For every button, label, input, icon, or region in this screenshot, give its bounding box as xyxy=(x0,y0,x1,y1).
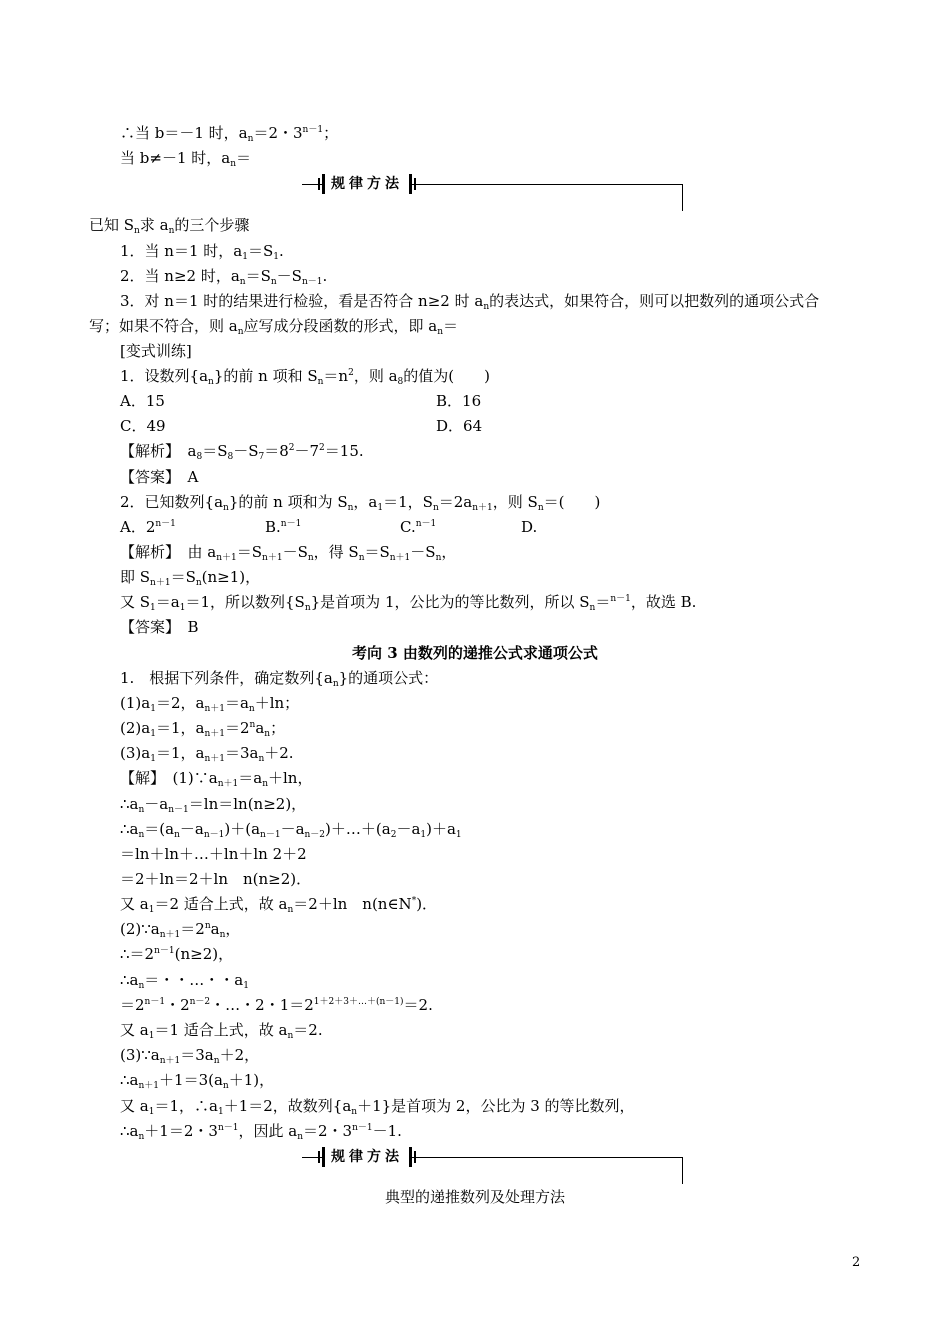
text-line: ∴当 b＝－1 时，$a_n=2$・$3^{n-1}$； xyxy=(120,124,339,144)
text-line: 1．设数列$\{a_n\}$的前 n 项和 $S_n=n^2$，则 $a_8$的值为( ) xyxy=(120,367,490,387)
option-a: A．$2^{n-1}$ xyxy=(120,518,176,536)
text-line: $\therefore a_n-a_{n-1}=\ln=\ln(n\ge 2)$， xyxy=(120,795,307,815)
text-line: 当 b≠－1 时，$a_n=$ xyxy=(120,149,252,169)
option-d: D．64 xyxy=(436,417,483,435)
text-line: [变式训练] xyxy=(120,342,192,360)
text-line: 已知 $S_n$求 $a_n$的三个步骤 xyxy=(89,216,250,236)
text-line: 【解析】 由 $a_{n+1}=S_{n+1}-S_n$，得 $S_n=S_{n+1}-S_n$， xyxy=(120,543,457,563)
text-line: 即 $S_{n+1}=S_n(n\ge 1)$， xyxy=(120,568,261,588)
text-line: $\therefore a_n=(a_n-a_{n-1})+(a_{n-1}-a_{n-2})+\dots+(a_2-a_1)+a_1$ xyxy=(120,820,462,840)
text-line: 1．当 n＝1 时，$a_1=S_1$. xyxy=(120,242,284,262)
text-line: 1. 根据下列条件，确定数列$\{a_n\}$的通项公式： xyxy=(120,669,439,689)
option-b: B．16 xyxy=(436,392,482,410)
text-line: $\therefore a_n=$・・…・・$a_1$ xyxy=(120,971,249,991)
text-line: $(1)a_1=2$，$a_{n+1}=a_n+\ln$； xyxy=(120,694,300,714)
method-box-frame xyxy=(302,1149,683,1184)
text-line: $\therefore a_{n+1}+1=3(a_n+1)$， xyxy=(120,1071,275,1091)
box-subtitle: 典型的递推数列及处理方法 xyxy=(384,1188,565,1206)
text-line: 【解析】 $a_8=S_8-S_7=8^2-7^2=15$. xyxy=(120,442,364,462)
text-line: 写；如果不符合，则 $a_n$应写成分段函数的形式，即 $a_n=$ xyxy=(89,317,459,337)
option-a: A．15 xyxy=(120,392,165,410)
method-box-frame xyxy=(302,176,683,211)
text-line: 又 $a_1=1$，$\therefore a_1+1=2$，故数列$\{a_n+1\}$是首项为 2，公比为 3 的等比数列， xyxy=(120,1097,635,1117)
text-line: $\therefore=2^{n-1}(n\ge 2)$， xyxy=(120,945,234,963)
option-b: B.$^{n-1}$ xyxy=(265,518,302,536)
text-line: ＝2＋ln＝2＋ln n(n≥2)． xyxy=(120,870,312,888)
method-box-label: 规律方法 xyxy=(322,174,412,194)
text-line: ＝ln＋ln＋…＋ln＋ln 2＋2 xyxy=(120,845,307,863)
text-line: 又 $a_1=1$ 适合上式，故 $a_n=2$. xyxy=(120,1021,323,1041)
section-heading: 考向 3 由数列的递推公式求通项公式 xyxy=(352,644,598,662)
text-line: $(3)a_1=1$，$a_{n+1}=3a_n+2$. xyxy=(120,744,294,764)
text-line: 又 $a_1=2$ 适合上式，故 $a_n=2+\ln$ n(n∈N*)． xyxy=(120,895,438,915)
text-line: $=2^{n-1}$・$2^{n-2}$・…・2・$1=2^{1+2+3+\dots+(n-1)}=2$. xyxy=(120,996,433,1014)
text-line: 2．当 n≥2 时，$a_n=S_n-S_{n-1}$. xyxy=(120,267,328,287)
text-line: $\therefore a_n+1=2$・$3^{n-1}$，因此 $a_n=2$・$3^{n-1}-1$. xyxy=(120,1122,402,1142)
text-line: 又 $S_1=a_1=1$，所以数列$\{S_n\}$是首项为 1，公比为的等比数列，所以 $S_n=^{n-1}$，故选 B. xyxy=(120,593,697,613)
option-c: C.$^{n-1}$ xyxy=(400,518,437,536)
text-line: $(2)a_1=1$，$a_{n+1}=2^na_n$； xyxy=(120,719,286,739)
option-d: D. xyxy=(521,518,538,536)
text-line: 【解】 $(1)\because a_{n+1}=a_n+\ln$， xyxy=(120,769,313,789)
page-number: 2 xyxy=(852,1255,861,1270)
text-line: $(2)\because a_{n+1}=2^na_n$， xyxy=(120,920,241,940)
text-line: $(3)\because a_{n+1}=3a_n+2$， xyxy=(120,1046,260,1066)
option-c: C．49 xyxy=(120,417,166,435)
text-line: 【答案】 B xyxy=(120,618,199,636)
text-line: 3．对 n＝1 时的结果进行检验，看是否符合 n≥2 时 $a_n$的表达式，如果符合，则可以把数列的通项公式合 xyxy=(120,292,820,312)
text-line: 【答案】 A xyxy=(120,468,199,486)
text-line: 2．已知数列$\{a_n\}$的前 n 项和为 $S_n$，$a_1=1$，$S_n=2a_{n+1}$，则 $S_n=$( ) xyxy=(120,493,601,513)
method-box-label: 规律方法 xyxy=(322,1147,412,1167)
